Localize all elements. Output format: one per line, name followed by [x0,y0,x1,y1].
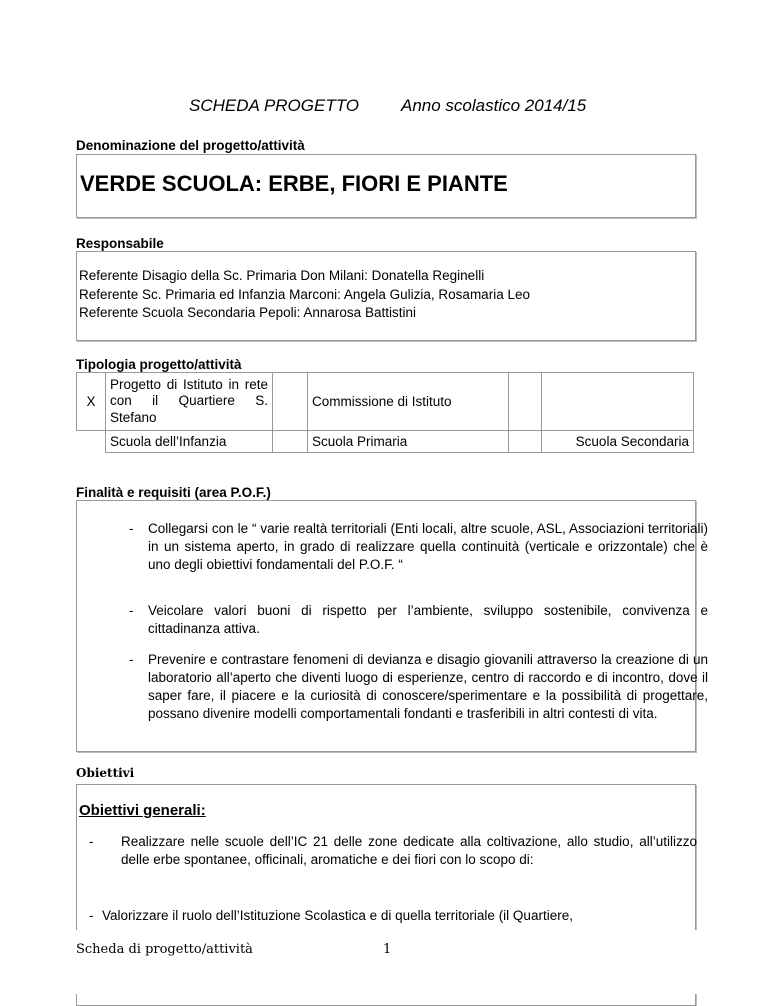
bullet-dash: - [129,652,134,667]
footer-area [0,930,768,994]
finalita-box [76,500,708,752]
denominazione-label: Denominazione del progetto/attività [76,138,305,153]
bullet-dash: - [89,908,94,923]
bullet-dash: - [129,603,134,618]
tipologia-empty-cell [77,431,106,453]
project-title: VERDE SCUOLA: ERBE, FIORI E PIANTE [80,171,508,196]
school-year: Anno scolastico 2014/15 [401,96,587,115]
footer-label: Scheda di progetto/attività [76,942,253,957]
scheda-title: SCHEDA PROGETTO [189,96,360,115]
finalita-label: Finalità e requisiti (area P.O.F.) [76,485,271,500]
tipologia-infanzia: Scuola dell’Infanzia [106,431,273,453]
tipologia-empty-cell [509,373,542,431]
obiettivi-generali-label: Obiettivi generali: [79,802,206,819]
finalita-item-1-text: Collegarsi con le “ varie realtà territoriali (Enti locali, altre scuole, ASL, Associazioni territoriali) in un sistema aperto, in grado di realizzare quella continuità (verticale e orizzontale) che è uno degli obiettivi fondamentali del P.O.F. “ [148,521,708,572]
tipologia-empty-cell [273,373,308,431]
finalita-item-3-text: Prevenire e contrastare fenomeni di devianza e disagio giovanili attraverso la creazione di un laboratorio all’aperto che diventi luogo di esperienze, centro di raccordo e di incontro, dove il saper fare, il piacere e la curiosità di conoscere/sperimentare e la possibilità di progettare, possano divenire modelli comportamentali fondanti e trasferibili in altri contesti di vita. [148,652,708,721]
responsabile-box [76,251,696,341]
bullet-dash: - [129,521,134,536]
tipologia-primaria: Scuola Primaria [308,431,509,453]
tipologia-row-2 [77,431,694,453]
tipologia-empty-cell [542,373,694,431]
bullet-dash: - [89,834,94,849]
tipologia-secondaria: Scuola Secondaria [542,431,694,453]
tipologia-table [76,372,694,453]
responsabile-line-1: Referente Disagio della Sc. Primaria Don Milani: Donatella Reginelli [79,268,485,283]
finalita-item-2-text: Veicolare valori buoni di rispetto per l’ambiente, sviluppo sostenibile, convivenza e cittadinanza attiva. [148,603,708,636]
tipologia-empty-cell [273,431,308,453]
obiettivi-item-2-text: Valorizzare il ruolo dell’Istituzione Scolastica e di quella territoriale (il Quartiere, [102,908,573,923]
tipologia-label: Tipologia progetto/attività [76,357,242,372]
responsabile-label: Responsabile [76,236,164,251]
responsabile-line-2: Referente Sc. Primaria ed Infanzia Marconi: Angela Gulizia, Rosamaria Leo [79,286,530,302]
tipologia-istituto-rete: Progetto di Istituto in rete con il Quartiere S. Stefano [106,373,273,431]
page-number: 1 [383,942,392,957]
tipologia-empty-cell [509,431,542,453]
tipologia-row-1 [77,373,694,431]
denominazione-box [76,154,696,218]
responsabile-line-3: Referente Scuola Secondaria Pepoli: Annarosa Battistini [79,305,416,320]
obiettivi-label: Obiettivi [76,766,135,780]
tipologia-mark: X [77,373,106,431]
tipologia-commissione: Commissione di Istituto [308,373,509,431]
obiettivi-item-1-text: Realizzare nelle scuole dell’IC 21 delle zone dedicate alla coltivazione, allo studio, all’utilizzo delle erbe spontanee, officinali, aromatiche e dei fiori con lo scopo di: [121,834,697,867]
